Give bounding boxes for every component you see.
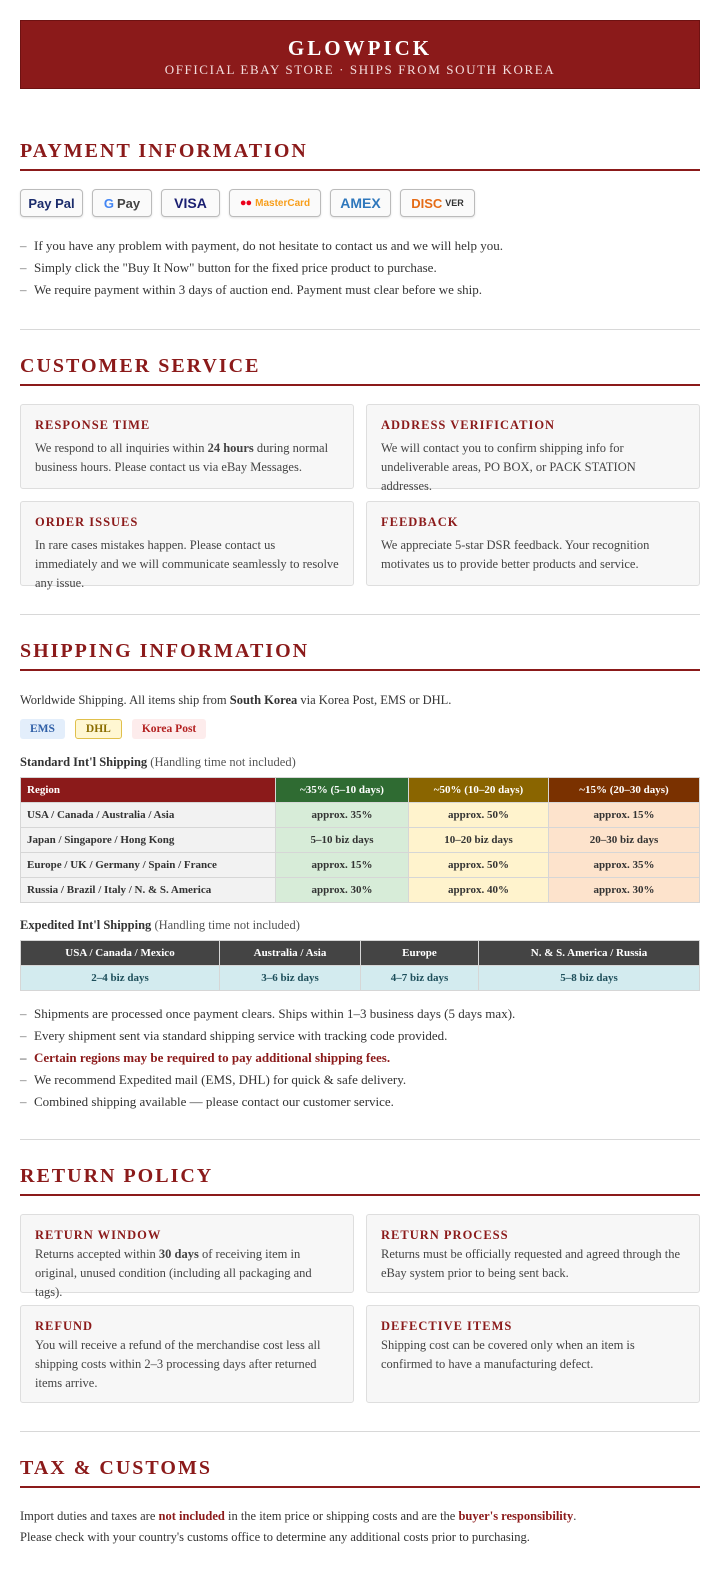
tax-customs-section	[20, 1456, 700, 1548]
table-cell: Europe / UK / Germany / Spain / France	[21, 853, 276, 878]
column-header: ~50% (10–20 days)	[409, 778, 549, 803]
standard-shipping-table	[20, 777, 700, 903]
table-cell: approx. 35%	[276, 803, 409, 828]
column-header: Region	[21, 778, 276, 803]
list-item: – Simply click the "Buy It Now" button for the fixed price product to purchase.	[20, 257, 700, 279]
table-cell: 5–10 biz days	[276, 828, 409, 853]
store-subtitle: OFFICIAL EBAY STORE · SHIPS FROM SOUTH KOREA	[164, 62, 556, 77]
return-policy-title: RETURN POLICY	[20, 1164, 700, 1196]
column-header: Europe	[361, 941, 479, 966]
list-item-alert: – Certain regions may be required to pay additional shipping fees.	[20, 1047, 700, 1069]
visa-badge	[161, 189, 220, 217]
visa-label: VISA	[174, 195, 207, 211]
table-cell: approx. 15%	[549, 803, 700, 828]
list-item: – Combined shipping available — please contact our customer service.	[20, 1091, 700, 1113]
standard-shipping-caption: Standard Int'l Shipping (Handling time not included)	[20, 755, 296, 769]
return-process-card	[366, 1214, 700, 1293]
return-policy-cards	[20, 1214, 700, 1403]
table-cell: approx. 30%	[549, 878, 700, 903]
ems-badge: EMS	[20, 719, 65, 739]
card-title: RETURN PROCESS	[381, 1228, 509, 1242]
amex-label: AMEX	[340, 195, 381, 211]
section-divider	[20, 1139, 700, 1140]
feedback-card	[366, 501, 700, 586]
table-cell: 10–20 biz days	[409, 828, 549, 853]
table-header-row	[21, 941, 700, 966]
customer-service-title: CUSTOMER SERVICE	[20, 354, 700, 386]
store-banner	[20, 20, 700, 89]
card-text: We respond to all inquiries within 24 hours during normal business hours. Please contact us via eBay Messages.	[35, 441, 329, 474]
card-title: RESPONSE TIME	[35, 418, 151, 432]
payment-methods	[20, 189, 700, 217]
list-item: – We require payment within 3 days of auction end. Payment must clear before we ship.	[20, 279, 700, 301]
table-row	[21, 966, 700, 991]
order-issues-card	[20, 501, 354, 590]
carrier-badges	[20, 719, 700, 739]
tax-customs-title: TAX & CUSTOMS	[20, 1456, 700, 1488]
table-cell: Russia / Brazil / Italy / N. & S. America	[21, 878, 276, 903]
card-text: In rare cases mistakes happen. Please contact us immediately and we will communicate seamlessly to resolve any issue.	[35, 538, 339, 590]
card-title: ADDRESS VERIFICATION	[381, 418, 556, 432]
table-cell: approx. 40%	[409, 878, 549, 903]
table-cell: 3–6 biz days	[220, 966, 361, 991]
paypal-label: Pay Pal	[28, 195, 75, 211]
list-item: – We recommend Expedited mail (EMS, DHL) for quick & safe delivery.	[20, 1069, 700, 1091]
column-header: ~15% (20–30 days)	[549, 778, 700, 803]
return-window-card	[20, 1214, 354, 1299]
card-text: We will contact you to confirm shipping info for undeliverable areas, PO BOX, or PACK STATION addresses.	[381, 441, 636, 493]
discover-badge	[400, 189, 475, 217]
column-header: ~35% (5–10 days)	[276, 778, 409, 803]
table-row	[21, 878, 700, 903]
tax-line-2: Please check with your country's customs office to determine any additional costs prior to purchasing.	[20, 1530, 530, 1544]
return-policy-section	[20, 1164, 700, 1432]
paypal-badge	[20, 189, 83, 217]
table-cell: USA / Canada / Australia / Asia	[21, 803, 276, 828]
mastercard-badge	[229, 189, 321, 217]
list-item: – If you have any problem with payment, do not hesitate to contact us and we will help you.	[20, 235, 700, 257]
customer-service-cards	[20, 404, 700, 590]
payment-notes	[20, 235, 700, 301]
expedited-shipping-caption: Expedited Int'l Shipping (Handling time not included)	[20, 918, 300, 932]
section-divider	[20, 329, 700, 330]
shipping-title: SHIPPING INFORMATION	[20, 639, 700, 671]
korea-post-badge: Korea Post	[132, 719, 206, 739]
card-title: REFUND	[35, 1319, 94, 1333]
discover-label-suffix: VER	[445, 198, 464, 208]
table-row	[21, 828, 700, 853]
payment-title: PAYMENT INFORMATION	[20, 139, 700, 171]
shipping-section	[20, 639, 700, 1140]
gpay-label: Pay	[116, 195, 141, 211]
table-cell: 20–30 biz days	[549, 828, 700, 853]
tax-line-1: Import duties and taxes are not included in the item price or shipping costs and are the buyer's responsibility.	[20, 1509, 577, 1523]
address-verification-card	[366, 404, 700, 493]
table-cell: approx. 50%	[409, 803, 549, 828]
card-text: Returns must be officially requested and agreed through the eBay system prior to being sent back.	[381, 1247, 680, 1280]
shipping-notes	[20, 1003, 700, 1113]
table-cell: approx. 35%	[549, 853, 700, 878]
table-cell: Japan / Singapore / Hong Kong	[21, 828, 276, 853]
list-item: – Shipments are processed once payment clears. Ships within 1–3 business days (5 days max).	[20, 1003, 700, 1025]
card-title: FEEDBACK	[381, 515, 459, 529]
column-header: USA / Canada / Mexico	[21, 941, 220, 966]
refund-card	[20, 1305, 354, 1403]
dhl-badge: DHL	[75, 719, 122, 739]
table-cell: approx. 30%	[276, 878, 409, 903]
list-item: – Every shipment sent via standard shipping service with tracking code provided.	[20, 1025, 700, 1047]
column-header: Australia / Asia	[220, 941, 361, 966]
card-text: You will receive a refund of the merchandise cost less all shipping costs within 2–3 processing days after returned items arrive.	[35, 1338, 321, 1390]
table-row	[21, 803, 700, 828]
card-title: RETURN WINDOW	[35, 1228, 162, 1242]
card-text: We appreciate 5-star DSR feedback. Your recognition motivates us to provide better products and service.	[381, 538, 650, 571]
card-title: ORDER ISSUES	[35, 515, 139, 529]
mastercard-label: MasterCard	[255, 197, 311, 209]
table-cell: 4–7 biz days	[361, 966, 479, 991]
mastercard-circles-icon: ●●	[239, 197, 252, 209]
section-divider	[20, 614, 700, 615]
card-title: DEFECTIVE ITEMS	[381, 1319, 513, 1333]
customer-service-section	[20, 354, 700, 615]
column-header: N. & S. America / Russia	[479, 941, 700, 966]
defective-items-card	[366, 1305, 700, 1403]
response-time-card	[20, 404, 354, 489]
table-cell: 5–8 biz days	[479, 966, 700, 991]
google-pay-badge	[92, 189, 152, 217]
store-title: GLOWPICK	[287, 36, 433, 60]
amex-badge	[330, 189, 391, 217]
table-header-row	[21, 778, 700, 803]
discover-label: DISC	[411, 195, 443, 211]
card-text: Returns accepted within 30 days of receiving item in original, unused condition (including all packaging and tags).	[35, 1247, 312, 1299]
table-cell: approx. 50%	[409, 853, 549, 878]
table-row	[21, 853, 700, 878]
section-divider	[20, 1431, 700, 1432]
shipping-lead: Worldwide Shipping. All items ship from South Korea via Korea Post, EMS or DHL.	[20, 693, 452, 707]
card-text: Shipping cost can be covered only when an item is confirmed to have a manufacturing defect.	[381, 1338, 635, 1371]
expedited-shipping-table	[20, 940, 700, 991]
table-cell: 2–4 biz days	[21, 966, 220, 991]
table-cell: approx. 15%	[276, 853, 409, 878]
payment-section	[20, 139, 700, 330]
google-g-icon: G	[103, 195, 114, 211]
